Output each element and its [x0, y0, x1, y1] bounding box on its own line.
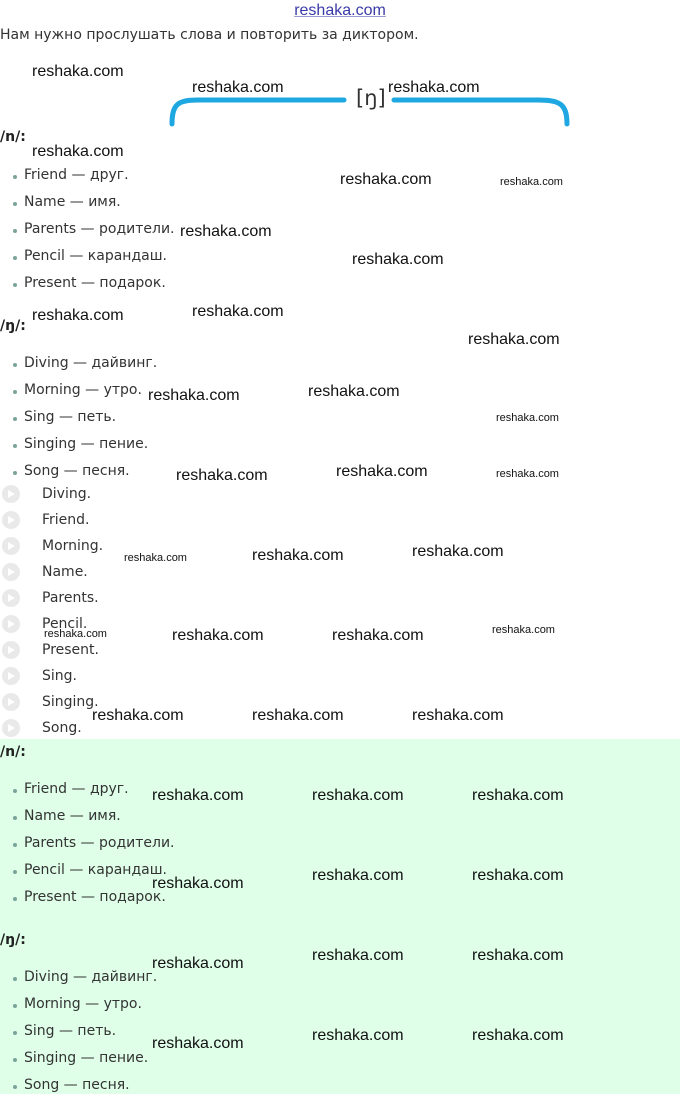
bracket-right-arm: [394, 100, 567, 124]
audio-word: Diving.: [42, 486, 92, 502]
watermark: reshaka.com: [172, 627, 264, 644]
watermark: reshaka.com: [312, 947, 404, 964]
watermark: reshaka.com: [312, 787, 404, 804]
watermark: reshaka.com: [92, 707, 184, 724]
phonetic-symbol: [ŋ]: [356, 86, 386, 110]
list-item: Diving — дайвинг.: [0, 964, 157, 991]
watermark: reshaka.com: [352, 251, 444, 268]
watermark: reshaka.com: [412, 543, 504, 560]
play-icon[interactable]: [2, 563, 20, 581]
watermark: reshaka.com: [152, 955, 244, 972]
watermark: reshaka.com: [192, 303, 284, 320]
audio-item: [0, 559, 103, 585]
audio-word: Morning.: [42, 538, 104, 554]
watermark: reshaka.com: [32, 307, 124, 324]
list-item: Singing — пение.: [0, 431, 157, 458]
watermark: reshaka.com: [312, 867, 404, 884]
audio-item: [0, 585, 103, 611]
watermark: reshaka.com: [412, 707, 504, 724]
watermark: reshaka.com: [496, 412, 559, 424]
watermark: reshaka.com: [332, 627, 424, 644]
audio-item: [0, 689, 103, 715]
list-item: Sing — петь.: [0, 1018, 157, 1045]
watermark: reshaka.com: [308, 383, 400, 400]
list-item: Singing — пение.: [0, 1045, 157, 1072]
section-label-ng: /ŋ/:: [0, 318, 26, 334]
watermark: reshaka.com: [496, 468, 559, 480]
word-list-n: [0, 776, 175, 911]
play-icon[interactable]: [2, 719, 20, 737]
word-list-n: [0, 162, 175, 297]
watermark: reshaka.com: [472, 867, 564, 884]
play-icon[interactable]: [2, 667, 20, 685]
watermark: reshaka.com: [192, 79, 284, 96]
list-item: Name — имя.: [0, 189, 175, 216]
audio-word: Song.: [42, 720, 82, 736]
list-item: Song — песня.: [0, 1072, 157, 1099]
watermark: reshaka.com: [472, 1027, 564, 1044]
watermark: reshaka.com: [152, 1035, 244, 1052]
watermark: reshaka.com: [124, 552, 187, 564]
watermark: reshaka.com: [312, 1027, 404, 1044]
watermark: reshaka.com: [148, 387, 240, 404]
word-list-ng: [0, 350, 157, 485]
play-icon[interactable]: [2, 511, 20, 529]
play-icon[interactable]: [2, 641, 20, 659]
audio-word: Singing.: [42, 694, 99, 710]
audio-word: Present.: [42, 642, 99, 658]
play-icon[interactable]: [2, 485, 20, 503]
watermark: reshaka.com: [468, 331, 560, 348]
watermark: reshaka.com: [340, 171, 432, 188]
site-link[interactable]: reshaka.com: [294, 2, 386, 19]
watermark: reshaka.com: [44, 628, 107, 640]
audio-item: [0, 507, 103, 533]
section-label-ng: /ŋ/:: [0, 932, 26, 948]
watermark: reshaka.com: [336, 463, 428, 480]
audio-word: Sing.: [42, 668, 77, 684]
watermark: reshaka.com: [500, 176, 563, 188]
watermark: reshaka.com: [32, 63, 124, 80]
watermark: reshaka.com: [180, 223, 272, 240]
list-item: Morning — утро.: [0, 377, 157, 404]
list-item: Morning — утро.: [0, 991, 157, 1018]
watermark: reshaka.com: [152, 875, 244, 892]
audio-item: [0, 481, 103, 507]
list-item: Friend — друг.: [0, 162, 175, 189]
bracket-left-arm: [172, 100, 344, 124]
section-label-n: /n/:: [0, 129, 26, 145]
list-item: Present — подарок.: [0, 270, 175, 297]
play-icon[interactable]: [2, 589, 20, 607]
list-item: Pencil — карандаш.: [0, 243, 175, 270]
audio-item: [0, 637, 103, 663]
audio-word: Parents.: [42, 590, 99, 606]
list-item: Diving — дайвинг.: [0, 350, 157, 377]
watermark: reshaka.com: [152, 787, 244, 804]
watermark: reshaka.com: [388, 79, 480, 96]
list-item: Sing — петь.: [0, 404, 157, 431]
intro-text: Нам нужно прослушать слова и повторить за диктором.: [0, 27, 419, 43]
word-list-ng: [0, 964, 157, 1099]
watermark: reshaka.com: [32, 143, 124, 160]
watermark: reshaka.com: [472, 947, 564, 964]
list-item: Friend — друг.: [0, 776, 175, 803]
audio-word: Name.: [42, 564, 88, 580]
play-icon[interactable]: [2, 693, 20, 711]
play-icon[interactable]: [2, 615, 20, 633]
section-label-n: /n/:: [0, 744, 26, 760]
list-item: Name — имя.: [0, 803, 175, 830]
list-item: Present — подарок.: [0, 884, 175, 911]
watermark: reshaka.com: [472, 787, 564, 804]
watermark: reshaka.com: [252, 547, 344, 564]
audio-item: [0, 715, 103, 741]
audio-list: [0, 481, 103, 741]
audio-word: Friend.: [42, 512, 90, 528]
audio-word: Pencil.: [42, 616, 88, 632]
watermark: reshaka.com: [492, 624, 555, 636]
list-item: Song — песня.: [0, 458, 157, 485]
list-item: Pencil — карандаш.: [0, 857, 175, 884]
watermark: reshaka.com: [176, 467, 268, 484]
audio-item: [0, 533, 103, 559]
audio-item: [0, 663, 103, 689]
play-icon[interactable]: [2, 537, 20, 555]
watermark: reshaka.com: [252, 707, 344, 724]
list-item: Parents — родители.: [0, 830, 175, 857]
list-item: Parents — родители.: [0, 216, 175, 243]
